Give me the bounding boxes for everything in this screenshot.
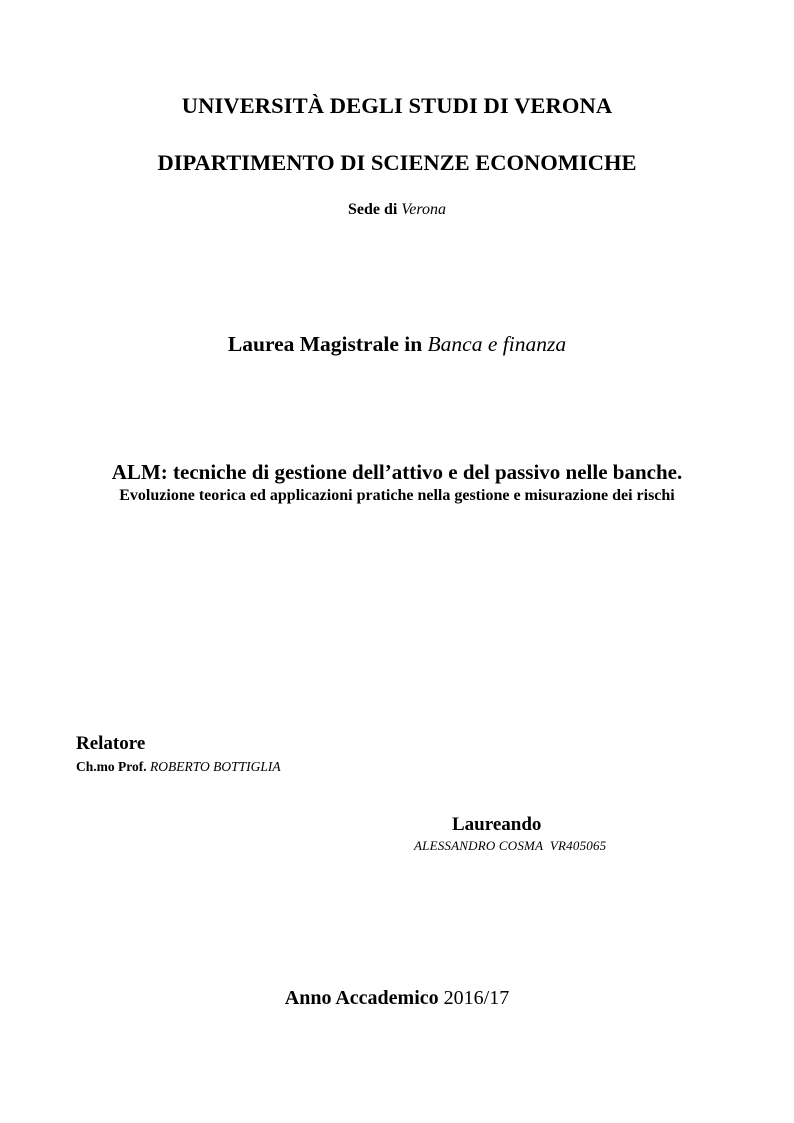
academic-year-label: Anno Accademico bbox=[284, 987, 439, 1009]
degree-prefix: Laurea Magistrale in bbox=[227, 332, 423, 356]
candidate-name: ALESSANDRO COSMA VR405065 bbox=[414, 838, 607, 853]
academic-year-value: 2016/17 bbox=[443, 987, 510, 1009]
supervisor-label: Relatore bbox=[76, 733, 146, 754]
thesis-subtitle: Evoluzione teorica ed applicazioni pratiche nella gestione e misurazione dei rischi bbox=[119, 487, 675, 504]
department-name: DIPARTIMENTO DI SCIENZE ECONOMICHE bbox=[157, 150, 637, 175]
university-name: UNIVERSITÀ DEGLI STUDI DI VERONA bbox=[181, 93, 613, 118]
sede-city: Verona bbox=[401, 201, 447, 218]
degree-program bbox=[0, 332, 794, 357]
supervisor-name: ROBERTO BOTTIGLIA bbox=[150, 759, 281, 774]
sede-prefix: Sede di bbox=[347, 201, 398, 218]
degree-program-name: Banca e finanza bbox=[427, 332, 567, 356]
supervisor-title: Ch.mo Prof. bbox=[76, 759, 147, 774]
academic-year bbox=[0, 987, 794, 1010]
supervisor-line bbox=[76, 759, 281, 775]
candidate-label: Laureando bbox=[452, 814, 542, 835]
thesis-title: ALM: tecniche di gestione dell’attivo e del passivo nelle banche. bbox=[111, 460, 683, 484]
campus-location bbox=[0, 201, 794, 219]
